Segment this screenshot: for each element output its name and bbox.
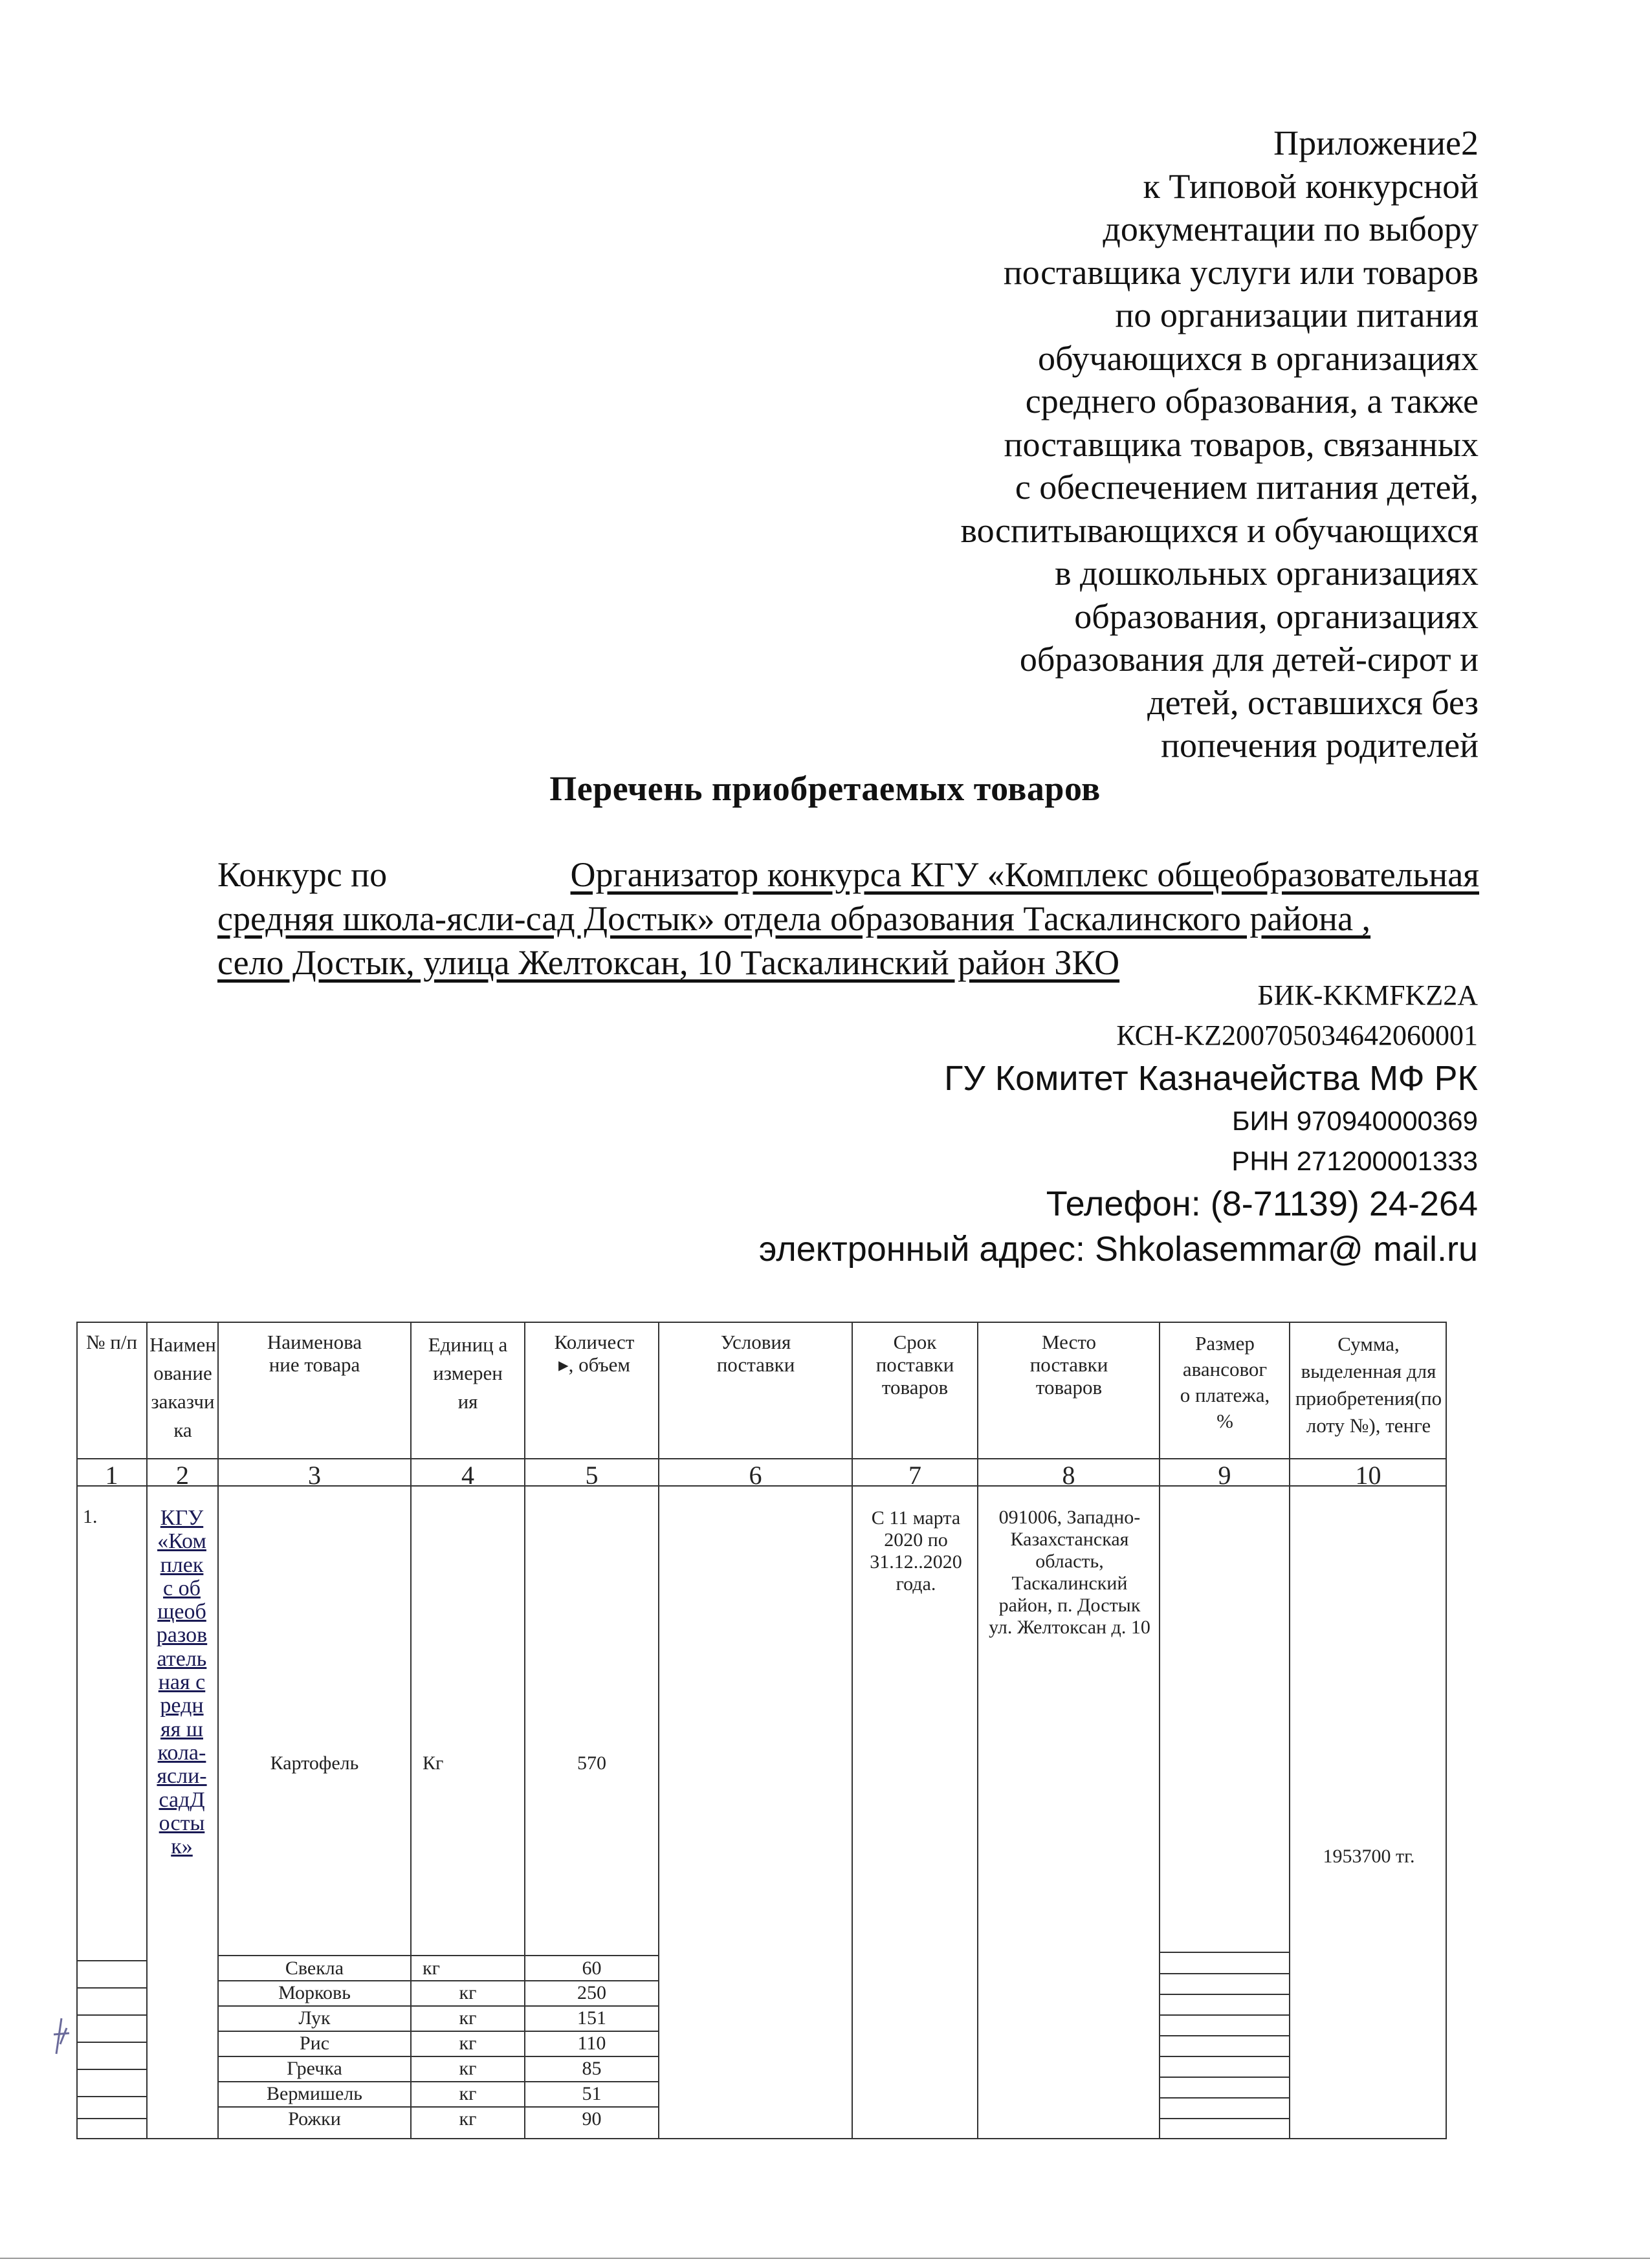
item-name: Рожки <box>288 2108 341 2130</box>
col-number: 1 <box>105 1461 118 1490</box>
annex-line: воспитывающихся и обучающихся <box>960 510 1479 550</box>
item-qty: 110 <box>577 2033 606 2054</box>
delivery-period-value: С 11 марта 2020 по 31.12..2020 года. <box>870 1507 962 1595</box>
contest-organizer: Организатор конкурса КГУ «Комплекс общеобразовательная <box>570 855 1479 894</box>
item-unit: кг <box>459 1982 477 2003</box>
item-name: Лук <box>298 2007 331 2029</box>
contest-organizer-cont: средняя школа-ясли-сад Достык» отдела образования Таскалинского района , <box>217 899 1371 938</box>
header-delivery-place: Место поставки товаров <box>1029 1331 1108 1399</box>
header-unit: Единиц а измерен ия <box>428 1333 508 1413</box>
item-name: Гречка <box>287 2058 342 2079</box>
col-number: 5 <box>585 1461 599 1490</box>
customer-name: КГУ «Комплекс общеобразовательная средняя школа-ясли-садДостык» <box>156 1506 208 1859</box>
annex-header <box>767 122 1479 767</box>
col-number: 10 <box>1355 1461 1381 1490</box>
col-number: 4 <box>461 1461 474 1490</box>
bik: БИК-KKMFKZ2A <box>1257 979 1478 1011</box>
annex-line: попечения родителей <box>1161 726 1479 765</box>
col-number: 6 <box>749 1461 762 1490</box>
contest-line-1 <box>217 853 1479 897</box>
item-unit: кг <box>459 2033 477 2054</box>
annex-line: документации по выбору <box>1103 210 1479 248</box>
contest-address: село Достык, улица Желтоксан, 10 Таскалинский район ЗКО <box>217 943 1120 982</box>
header-customer: Наимен ование заказчи ка <box>149 1333 216 1441</box>
item-qty: 60 <box>582 1957 602 1979</box>
item-unit: кг <box>459 2007 477 2029</box>
header-quantity: Количест ▸, объем <box>554 1331 635 1376</box>
item-qty: 250 <box>577 1982 606 2003</box>
contest-paragraph <box>217 853 1479 985</box>
item-qty: 151 <box>577 2007 606 2029</box>
annex-line: в дошкольных организациях <box>1055 554 1479 593</box>
col-number: 9 <box>1218 1461 1231 1490</box>
item-qty: 51 <box>582 2083 602 2104</box>
item-unit: кг <box>459 2083 477 2104</box>
treasury-name: ГУ Комитет Казначейства МФ РК <box>944 1059 1478 1098</box>
header-sum: Сумма, выделенная для приобретения(по лоту №), тенге <box>1295 1333 1442 1437</box>
annex-line: среднего образования, а также <box>1025 382 1479 420</box>
header-delivery-terms: Условия поставки <box>716 1331 795 1376</box>
header-goods-name: Наименова ние товара <box>267 1331 362 1376</box>
document-title: Перечень приобретаемых товаров <box>549 769 1101 808</box>
header-delivery-period: Срок поставки товаров <box>875 1331 954 1399</box>
annex-line: образования, организациях <box>1074 596 1479 636</box>
item-name: Рис <box>299 2033 330 2054</box>
item-unit: Кг <box>423 1752 444 1774</box>
annex-line: по организации питания <box>1115 296 1479 334</box>
annex-line: образования для детей-сирот и <box>1019 640 1479 679</box>
page-bottom-rule <box>0 2258 1650 2259</box>
annex-line: обучающихся в организациях <box>1038 338 1479 378</box>
col-number: 2 <box>176 1461 189 1490</box>
col-number: 7 <box>908 1461 921 1490</box>
item-unit: кг <box>459 2108 477 2130</box>
item-name: Морковь <box>278 1982 351 2003</box>
col-number: 3 <box>308 1461 321 1490</box>
annex-line: поставщика услуги или товаров <box>1003 252 1479 292</box>
annex-line: детей, оставшихся без <box>1147 682 1479 722</box>
email: электронный адрес: Shkolasemmar@ mail.ru <box>758 1230 1478 1269</box>
sum-value: 1953700 тг. <box>1323 1846 1415 1867</box>
annex-line: поставщика товаров, связанных <box>1004 424 1479 464</box>
header-number: № п/п <box>85 1331 138 1353</box>
item-name: Картофель <box>270 1752 359 1774</box>
ksn: КСН-KZ200705034642060001 <box>1116 1020 1478 1051</box>
item-name: Свекла <box>285 1957 344 1979</box>
goods-table <box>76 1322 1447 2139</box>
item-unit: кг <box>459 2058 477 2079</box>
annex-line: с обеспечением питания детей, <box>1015 468 1479 507</box>
delivery-place-value: 091006, Западно-Казахстанская область, Таскалинский район, п. Достык ул. Желтоксан д. 10 <box>989 1507 1150 1638</box>
row-number: 1. <box>83 1506 98 1527</box>
contest-prefix: Конкурс по <box>217 855 388 894</box>
annex-line: Приложение2 <box>1273 124 1479 162</box>
contest-line-2 <box>217 897 1479 941</box>
annex-line: к Типовой конкурсной <box>1143 166 1479 206</box>
bin: БИН 970940000369 <box>1231 1106 1478 1136</box>
handwritten-mark <box>49 2015 74 2060</box>
item-unit: кг <box>423 1957 440 1979</box>
col-number: 8 <box>1062 1461 1075 1490</box>
phone: Телефон: (8-71139) 24-264 <box>1046 1184 1478 1223</box>
item-name: Вермишель <box>267 2083 362 2104</box>
item-qty: 570 <box>577 1752 606 1774</box>
item-qty: 85 <box>582 2058 602 2079</box>
rnn: РНН 271200001333 <box>1231 1146 1478 1176</box>
requisites-block <box>759 976 1478 1272</box>
header-advance: Размер авансовог о платежа, % <box>1180 1332 1270 1432</box>
item-qty: 90 <box>582 2108 602 2130</box>
